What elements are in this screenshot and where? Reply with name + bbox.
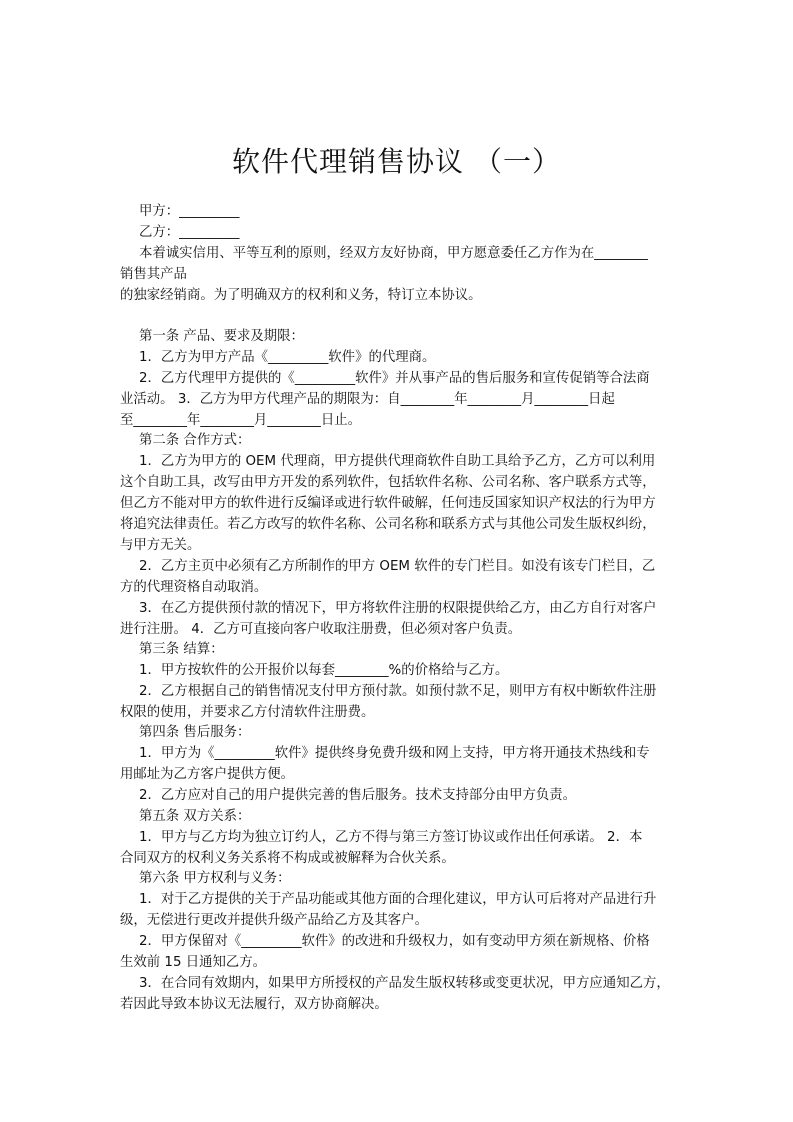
document-title: 软件代理销售协议 （一） [232,145,561,178]
clause-line: 至________年________月________日止。 [120,413,362,428]
article-heading: 第六条 甲方权利与义务： [139,871,291,886]
clause-line: 生效前 15 日通知乙方。 [120,955,267,970]
clause-line: 1．甲方按软件的公开报价以每套________%的价格给与乙方。 [139,663,509,678]
clause-line: 2．甲方保留对《_________软件》的改进和升级权力，如有变动甲方须在新规格、价格 [139,934,650,949]
clause-line: 2．乙方主页中必须有乙方所制作的甲方 OEM 软件的专门栏目。如没有该专门栏目，乙 [139,559,656,574]
clause-line: 2．乙方根据自己的销售情况支付甲方预付款。如预付款不足，则甲方有权中断软件注册 [139,684,657,699]
clause-line: 1．甲方为《_________软件》提供终身免费升级和网上支持，甲方将开通技术热线和专 [139,746,650,761]
preamble-line: 销售其产品 [120,267,187,282]
preamble-line: 本着诚实信用、平等互利的原则，经双方友好协商，甲方愿意委任乙方作为在________ [139,246,648,261]
clause-line: 1．甲方与乙方均为独立订约人，乙方不得与第三方签订协议或作出任何承诺。 2．本 [139,830,643,845]
clause-line: 进行注册。 4．乙方可直接向客户收取注册费，但必须对客户负责。 [120,622,522,637]
clause-line: 1．乙方为甲方的 OEM 代理商，甲方提供代理商软件自助工具给予乙方，乙方可以利用 [139,454,656,469]
clause-line: 合同双方的权利义务关系将不构成或被解释为合伙关系。 [120,851,455,866]
clause-line: 1．对于乙方提供的关于产品功能或其他方面的合理化建议，甲方认可后将对产品进行升 [139,892,657,907]
clause-line: 与甲方无关。 [120,538,201,553]
preamble-line: 的独家经销商。为了明确双方的权利和义务，特订立本协议。 [120,288,482,303]
clause-line: 3．在乙方提供预付款的情况下，甲方将软件注册的权限提供给乙方，由乙方自行对客户 [139,601,657,616]
clause-line: 2．乙方代理甲方提供的《_________软件》并从事产品的售后服务和宣传促销等合法商 [139,371,650,386]
article-heading: 第三条 结算： [139,642,224,657]
article-heading: 第四条 售后服务： [139,725,251,740]
clause-line: 1．乙方为甲方产品《_________软件》的代理商。 [139,350,436,365]
clause-line: 方的代理资格自动取消。 [120,580,268,595]
clause-line: 若因此导致本协议无法履行，双方协商解决。 [120,997,388,1012]
clause-line: 用邮址为乙方客户提供方便。 [120,767,295,782]
clause-line: 3．在合同有效期内，如果甲方所授权的产品发生版权转移或变更状况，甲方应通知乙方， [139,976,670,991]
article-heading: 第二条 合作方式： [139,433,251,448]
clause-line: 权限的使用，并要求乙方付清软件注册费。 [120,705,375,720]
clause-line: 将追究法律责任。若乙方改写的软件名称、公司名称和联系方式与其他公司发生版权纠纷， [120,517,656,532]
clause-line: 但乙方不能对甲方的软件进行反编译或进行软件破解，任何违反国家知识产权法的行为甲方 [120,496,656,511]
clause-line: 这个自助工具，改写由甲方开发的系列软件，包括软件名称、公司名称、客户联系方式等， [120,475,656,490]
party-a-line: 甲方：_________ [139,204,240,219]
clause-line: 级，无偿进行更改并提供升级产品给乙方及其客户。 [120,913,428,928]
article-heading: 第五条 双方关系： [139,809,251,824]
party-b-line: 乙方：_________ [139,225,240,240]
article-heading: 第一条 产品、要求及期限： [139,329,304,344]
clause-line: 业活动。 3．乙方为甲方代理产品的期限为：自________年________月________日起 [120,392,615,407]
clause-line: 2．乙方应对自己的用户提供完善的售后服务。技术支持部分由甲方负责。 [139,788,577,803]
